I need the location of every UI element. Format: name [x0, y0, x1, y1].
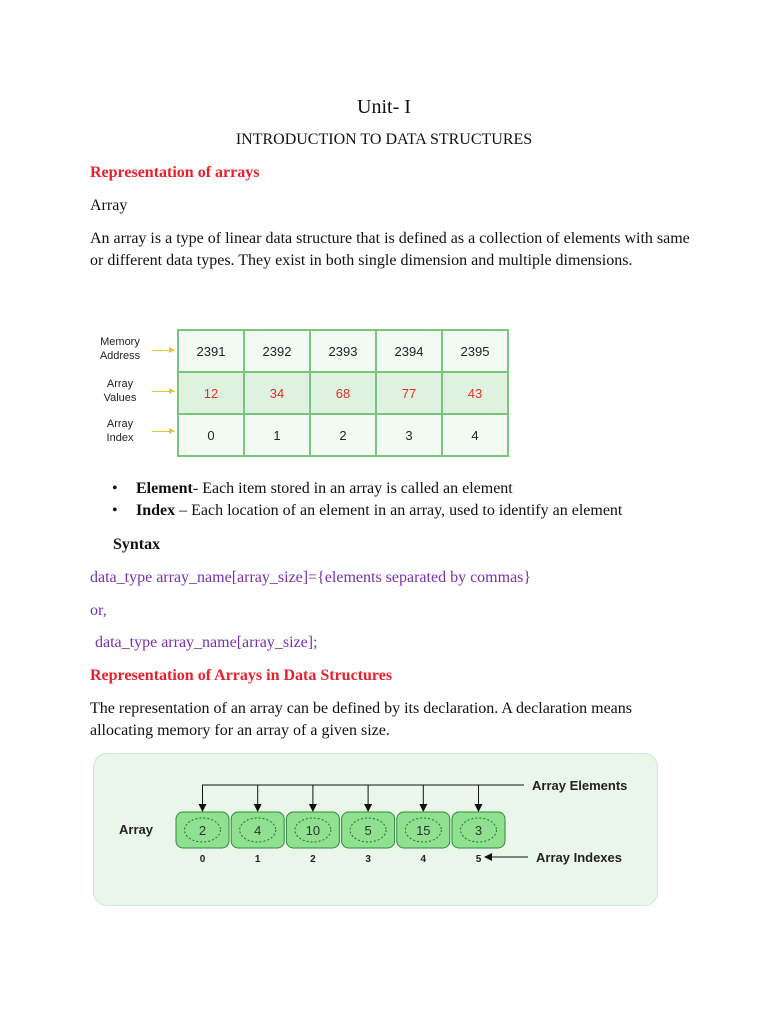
- row-label-array-index: Array Index: [106, 418, 134, 444]
- array-values-row: [178, 372, 508, 414]
- bullet-term: Index: [136, 502, 176, 519]
- array-cell-value: 2: [198, 823, 207, 838]
- table-cell: 3: [376, 414, 442, 456]
- array-cell-value: 15: [416, 823, 431, 838]
- array-index-label: 1: [254, 854, 261, 865]
- table-cell: 2392: [244, 330, 310, 372]
- array-index-label: 0: [199, 854, 206, 865]
- syntax-line-1: data_type array_name[array_size]={elements separated by commas}: [90, 569, 532, 586]
- array-diagram-svg: [94, 754, 657, 905]
- arrow-icon: [152, 431, 174, 432]
- memory-address-row: [178, 330, 508, 372]
- declaration-paragraph: The representation of an array can be defined by its declaration. A declaration means allocating memory for an array of a given size.: [90, 700, 632, 739]
- table-cell: 34: [244, 372, 310, 414]
- table-cell: 4: [442, 414, 508, 456]
- array-diagram: [93, 753, 658, 906]
- arrow-icon: [152, 391, 174, 392]
- array-indexes-label: Array Indexes: [536, 850, 622, 865]
- table-cell: 2394: [376, 330, 442, 372]
- row-label-array-values: Array Values: [103, 378, 137, 404]
- array-cell-value: 4: [254, 823, 262, 838]
- list-item: [90, 500, 730, 522]
- table-cell: 0: [178, 414, 244, 456]
- bullet-text: – Each location of an element in an array, used to identify an element: [175, 502, 623, 519]
- bullet-icon: •: [112, 502, 118, 519]
- definition-list: [90, 478, 730, 522]
- bullet-icon: •: [112, 480, 118, 497]
- array-index-label: 2: [310, 854, 316, 865]
- array-index-label: 4: [420, 854, 427, 865]
- arrow-icon: [152, 350, 174, 351]
- array-definition-paragraph: An array is a type of linear data structure that is defined as a collection of elements with same or different data types. They exist in both single dimension and multiple dimensions.: [90, 230, 690, 269]
- page-title: Unit- I: [357, 96, 411, 118]
- table-cell: 12: [178, 372, 244, 414]
- table-cell: 2: [310, 414, 376, 456]
- table-cell: 77: [376, 372, 442, 414]
- table-cell: 43: [442, 372, 508, 414]
- table-cell: 68: [310, 372, 376, 414]
- section-heading-representation: Representation of arrays: [90, 164, 260, 181]
- array-index-label: 3: [365, 854, 371, 865]
- list-item: [90, 478, 730, 500]
- array-term: Array: [90, 197, 128, 214]
- array-cell-value: 5: [364, 823, 372, 838]
- table-cell: 2393: [310, 330, 376, 372]
- bullet-text: - Each item stored in an array is called an element: [192, 480, 513, 497]
- syntax-line-3: data_type array_name[array_size];: [95, 634, 318, 651]
- section-heading-arrays-in-data-structures: Representation of Arrays in Data Structures: [90, 667, 393, 684]
- table-cell: 2391: [178, 330, 244, 372]
- row-label-memory-address: Memory Address: [99, 336, 141, 362]
- array-cell-value: 3: [474, 823, 483, 838]
- array-elements-label: Array Elements: [532, 778, 628, 793]
- table-cell: 2395: [442, 330, 508, 372]
- table-cell: 1: [244, 414, 310, 456]
- array-label: Array: [119, 822, 153, 837]
- array-cell-value: 10: [305, 823, 321, 838]
- syntax-line-2: or,: [90, 602, 107, 619]
- bullet-term: Element: [136, 480, 193, 497]
- array-index-label: 5: [475, 854, 482, 865]
- syntax-heading: Syntax: [113, 536, 161, 553]
- memory-table: [177, 329, 509, 457]
- page-subtitle: INTRODUCTION TO DATA STRUCTURES: [235, 131, 533, 148]
- array-index-row: [178, 414, 508, 456]
